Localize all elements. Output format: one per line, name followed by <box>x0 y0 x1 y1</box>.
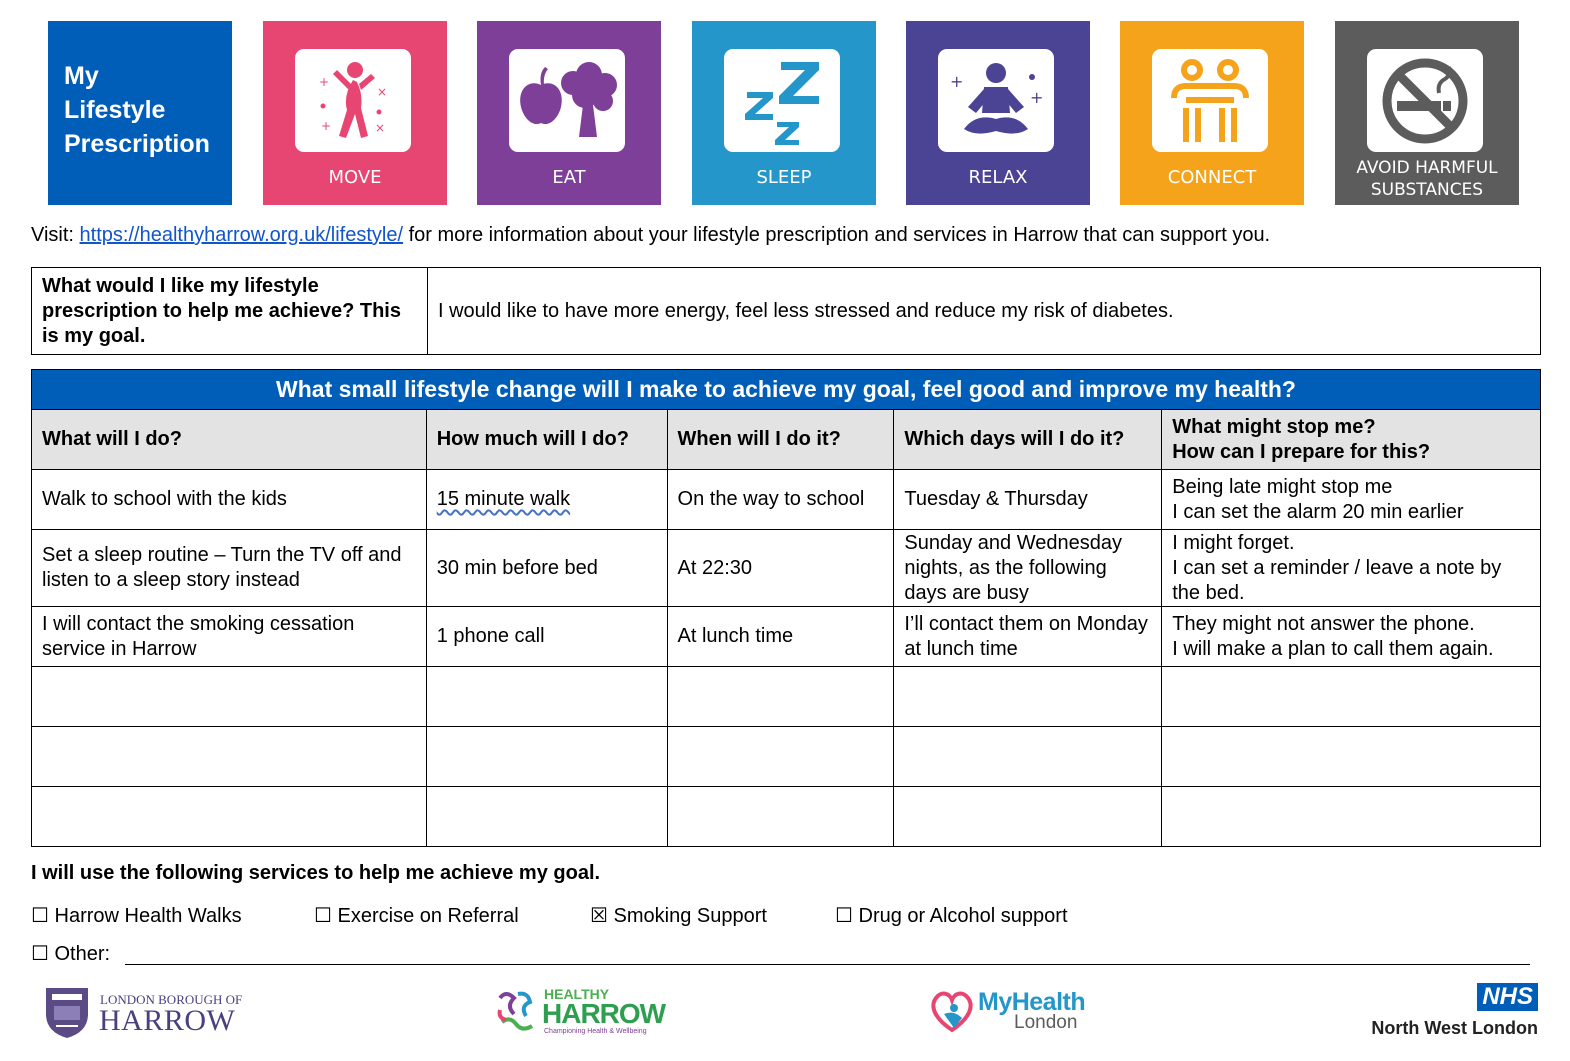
svg-text:+: + <box>319 74 330 89</box>
table-cell[interactable] <box>894 727 1162 787</box>
col-when: When will I do it? <box>667 410 894 470</box>
table-cell[interactable]: Set a sleep routine – Turn the TV off and listen to a sleep story instead <box>32 530 427 607</box>
title-tile <box>48 21 232 205</box>
myhealth-sub-text: London <box>1014 1012 1078 1033</box>
nhs-region-text: North West London <box>1371 1018 1538 1038</box>
table-row <box>32 607 1541 667</box>
tile-label: SLEEP <box>756 167 812 188</box>
other-label: Other: <box>54 943 111 965</box>
visit-line <box>31 224 1270 247</box>
svg-text:+: + <box>1030 87 1044 107</box>
table-cell[interactable] <box>426 667 667 727</box>
table-cell[interactable]: They might not answer the phone. I will make a plan to call them again. <box>1162 607 1541 667</box>
healthy-main-text: HARROW <box>542 998 666 1029</box>
table-row <box>32 667 1541 727</box>
zzz-icon <box>724 49 840 152</box>
checkbox[interactable]: ☐ <box>31 943 49 965</box>
checkbox[interactable]: ☐ <box>835 905 853 927</box>
service-harrow-health-walks <box>31 903 242 928</box>
myhealth-main-text: MyHealth <box>978 988 1086 1016</box>
spellcheck-text: 15 minute walk <box>436 488 571 510</box>
goal-answer[interactable]: I would like to have more energy, feel less stressed and reduce my risk of diabetes. <box>428 268 1541 355</box>
service-smoking-support <box>590 903 767 928</box>
svg-text:+: + <box>321 118 332 133</box>
checkbox-label: Exercise on Referral <box>337 905 519 927</box>
table-cell[interactable] <box>32 787 427 847</box>
table-cell[interactable]: 30 min before bed <box>426 530 667 607</box>
tile-label: MOVE <box>328 167 382 188</box>
table-row <box>32 470 1541 530</box>
tile-connect <box>1120 21 1304 205</box>
table-cell[interactable]: Walk to school with the kids <box>32 470 427 530</box>
table-cell[interactable]: Being late might stop me I can set the alarm 20 min earlier <box>1162 470 1541 530</box>
tile-relax <box>906 21 1090 205</box>
healthy-tagline: Championing Health & Wellbeing <box>544 1028 647 1035</box>
svg-text:+: + <box>950 71 964 91</box>
healthy-harrow-mark-icon <box>496 988 540 1036</box>
checkbox-label: Drug or Alcohol support <box>858 905 1068 927</box>
table-cell[interactable]: At 22:30 <box>667 530 894 607</box>
harrow-main-text: HARROW <box>99 1004 236 1037</box>
people-connect-icon <box>1152 49 1268 152</box>
svg-text:×: × <box>375 120 386 135</box>
page-title: My Lifestyle Prescription <box>64 62 210 158</box>
tile-eat <box>477 21 661 205</box>
table-cell[interactable] <box>1162 727 1541 787</box>
lifestyle-link[interactable]: https://healthyharrow.org.uk/lifestyle/ <box>79 224 404 246</box>
checkbox[interactable]: ☐ <box>31 905 49 927</box>
table-cell[interactable] <box>1162 787 1541 847</box>
table-row <box>32 727 1541 787</box>
services-title: I will use the following services to help me achieve my goal. <box>31 862 601 884</box>
tile-label: EAT <box>552 167 586 188</box>
table-cell[interactable] <box>426 787 667 847</box>
table-cell[interactable] <box>1162 667 1541 727</box>
tile-label: RELAX <box>968 167 1028 188</box>
service-other <box>31 941 110 966</box>
table-cell[interactable]: I might forget. I can set a reminder / leave a note by the bed. <box>1162 530 1541 607</box>
table-cell[interactable]: I’ll contact them on Monday at lunch time <box>894 607 1162 667</box>
table-cell[interactable] <box>894 787 1162 847</box>
table-row <box>32 787 1541 847</box>
table-cell[interactable] <box>32 727 427 787</box>
goal-table <box>31 267 1541 355</box>
checkbox[interactable]: ☐ <box>314 905 332 927</box>
col-how-much: How much will I do? <box>426 410 667 470</box>
table-cell[interactable]: On the way to school <box>667 470 894 530</box>
service-drug-alcohol-support <box>835 903 1068 928</box>
table-cell[interactable] <box>426 727 667 787</box>
plan-header-row <box>32 410 1541 470</box>
tile-label: CONNECT <box>1167 167 1257 188</box>
nhs-nwl-logo <box>1352 982 1542 1040</box>
table-cell[interactable] <box>667 727 894 787</box>
col-what: What will I do? <box>32 410 427 470</box>
harrow-council-logo <box>40 984 250 1044</box>
table-cell[interactable] <box>894 667 1162 727</box>
table-cell[interactable]: Sunday and Wednesday nights, as the following days are busy <box>894 530 1162 607</box>
plan-banner: What small lifestyle change will I make to achieve my goal, feel good and improve my health? <box>32 370 1541 410</box>
apple-broccoli-icon <box>509 49 625 152</box>
col-barriers: What might stop me? How can I prepare for this? <box>1162 410 1541 470</box>
visit-suffix: for more information about your lifestyle prescription and services in Harrow that can support you. <box>403 224 1271 246</box>
table-cell[interactable]: At lunch time <box>667 607 894 667</box>
checkbox-label: Smoking Support <box>613 905 767 927</box>
healthy-top-text: HEALTHY <box>544 986 610 1002</box>
table-row <box>32 530 1541 607</box>
visit-prefix: Visit: <box>31 224 80 246</box>
tile-avoid-harmful-substances <box>1335 21 1519 205</box>
table-cell[interactable]: I will contact the smoking cessation service in Harrow <box>32 607 427 667</box>
table-cell[interactable] <box>667 667 894 727</box>
tile-move <box>263 21 447 205</box>
meditation-icon <box>938 49 1054 152</box>
tile-label: AVOID HARMFUL SUBSTANCES <box>1356 158 1498 200</box>
healthy-harrow-logo <box>496 984 666 1040</box>
table-cell[interactable] <box>667 787 894 847</box>
other-input-line[interactable] <box>125 964 1530 965</box>
svg-text:×: × <box>377 84 388 99</box>
table-cell[interactable]: 1 phone call <box>426 607 667 667</box>
dancing-person-icon <box>295 49 411 152</box>
nhs-badge: NHS <box>1477 983 1538 1011</box>
tile-sleep <box>692 21 876 205</box>
heart-person-icon <box>930 988 974 1034</box>
myhealth-london-logo <box>930 988 1100 1036</box>
col-which-days: Which days will I do it? <box>894 410 1162 470</box>
harrow-top-text: LONDON BOROUGH OF <box>100 992 243 1007</box>
plan-table <box>31 369 1541 847</box>
table-cell[interactable]: Tuesday & Thursday <box>894 470 1162 530</box>
no-smoking-icon <box>1367 49 1483 152</box>
checkbox-label: Harrow Health Walks <box>54 905 242 927</box>
crest-icon <box>40 984 94 1040</box>
table-cell[interactable] <box>32 667 427 727</box>
table-cell[interactable] <box>426 470 667 530</box>
service-exercise-on-referral <box>314 903 519 928</box>
checkbox[interactable]: ☒ <box>590 905 608 927</box>
goal-question: What would I like my lifestyle prescription to help me achieve? This is my goal. <box>32 268 428 355</box>
